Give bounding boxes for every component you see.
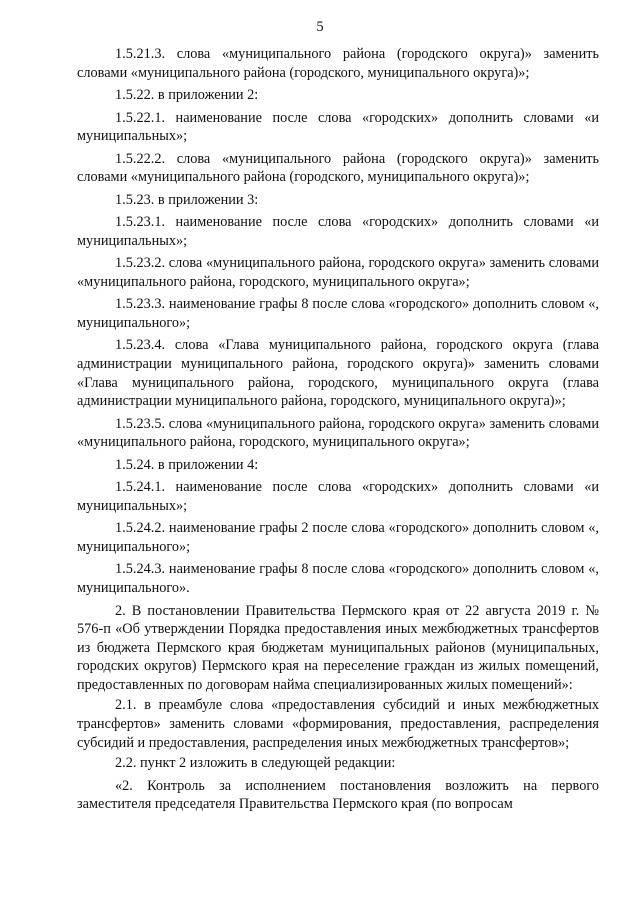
paragraph-1-5-21-3: 1.5.21.3. слова «муниципального района (городского округа)» заменить словами «муниципального района (городского, муниципального округа)»; <box>77 46 599 81</box>
paragraph-1-5-23: 1.5.23. в приложении 3: <box>115 191 259 208</box>
paragraph-1-5-22: 1.5.22. в приложении 2: <box>115 87 259 104</box>
paragraph-1-5-22-2: 1.5.22.2. слова «муниципального района (городского округа)» заменить словами «муниципального района (городского, муниципального округа)»; <box>77 150 599 186</box>
paragraph-1-5-24: 1.5.24. в приложении 4: <box>115 456 259 473</box>
paragraph-2: 2. В постановлении Правительства Пермского края от 22 августа 2019 г. № 576-п «Об утверждении Порядка предоставления иных межбюджетных трансфертов из бюджета Пермского края бюджетам муниципальных районов (муниципальных, городских округов) Пермского края на переселение граждан из жилых помещений, предоставленных по договорам найма специализированных жилых помещений»: <box>77 602 599 693</box>
page-number: 5 <box>316 19 324 35</box>
paragraph-1-5-23-2: 1.5.23.2. слова «муниципального района, городского округа» заменить словами «муниципального района, городского, муниципального округа»; <box>77 255 599 290</box>
paragraph-2-2: 2.2. пункт 2 изложить в следующей редакции: <box>115 755 396 772</box>
paragraph-1-5-23-1: 1.5.23.1. наименование после слова «городских» дополнить словами «и муниципальных»; <box>77 214 599 249</box>
paragraph-1-5-23-4: 1.5.23.4. слова «Глава муниципального района, городского округа (глава администрации муниципального района, городского округа)» заменить словами «Глава муниципального района, городского, муниципального округа (глава администрации муниципального района, городского, муниципального округа)»; <box>77 337 599 410</box>
paragraph-1-5-22-1: 1.5.22.1. наименование после слова «городских» дополнить словами «и муниципальных»; <box>77 109 599 145</box>
paragraph-1-5-24-3: 1.5.24.3. наименование графы 8 после слова «городского» дополнить словом «, муниципального». <box>77 561 599 597</box>
paragraph-1-5-23-3: 1.5.23.3. наименование графы 8 после слова «городского» дополнить словом «, муниципального»; <box>77 296 599 331</box>
paragraph-1-5-24-1: 1.5.24.1. наименование после слова «городских» дополнить словами «и муниципальных»; <box>77 479 599 514</box>
paragraph-2-2-quote: «2. Контроль за исполнением постановления возложить на первого заместителя председателя Правительства Пермского края (по вопросам <box>77 777 599 813</box>
body-text <box>77 45 599 818</box>
paragraph-1-5-23-5: 1.5.23.5. слова «муниципального района, городского округа» заменить словами «муниципального района, городского, муниципального округа»; <box>77 415 599 451</box>
paragraph-2-1: 2.1. в преамбуле слова «предоставления субсидий и иных межбюджетных трансфертов» заменить словами «формирования, предоставления, распределения субсидий и предоставления, распределения иных межбюджетных трансфертов»; <box>77 697 599 751</box>
paragraph-1-5-24-2: 1.5.24.2. наименование графы 2 после слова «городского» дополнить словом «, муниципального»; <box>77 520 599 555</box>
